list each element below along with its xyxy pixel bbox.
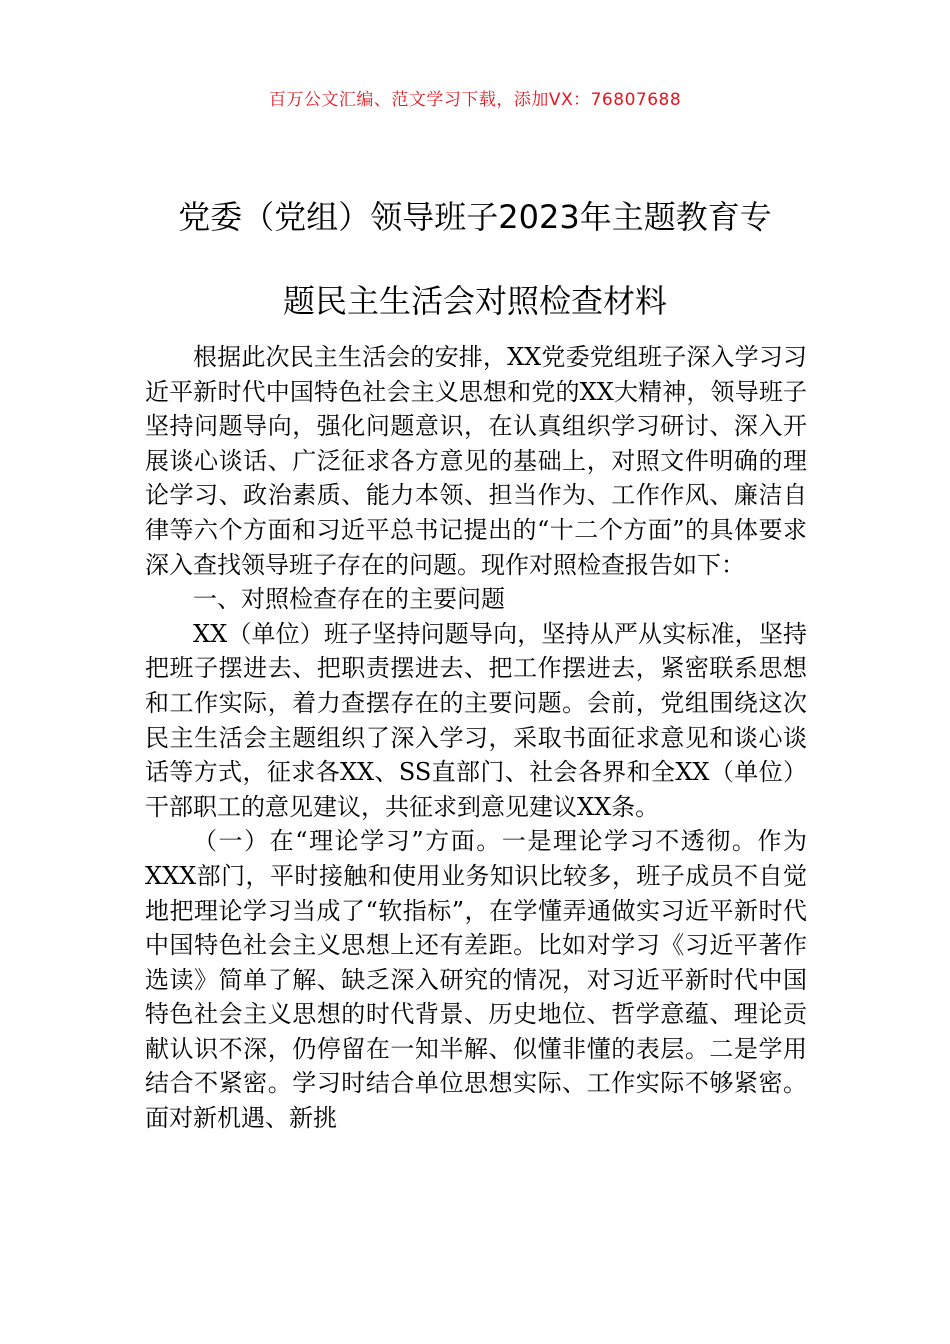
title-line-1: 党委（党组）领导班子2023年主题教育专	[178, 198, 772, 236]
document-body	[145, 340, 807, 1136]
paragraph-theory-study: （一）在“理论学习”方面。一是理论学习不透彻。作为XXX部门，平时接触和使用业务知识比较多，班子成员不自觉地把理论学习当成了“软指标”，在学懂弄通做实习近平新时代中国特色社会主义思想上还有差距。比如对学习《习近平著作选读》简单了解、缺乏深入研究的情况，对习近平新时代中国特色社会主义思想的时代背景、历史地位、哲学意蕴、理论贡献认识不深，仍停留在一知半解、似懂非懂的表层。二是学用结合不紧密。学习时结合单位思想实际、工作实际不够紧密。面对新机遇、新挑	[145, 827, 807, 1133]
page-title	[140, 175, 810, 343]
section-heading-1: 一、对照检查存在的主要问题	[193, 585, 505, 614]
paragraph-section-1: XX（单位）班子坚持问题导向，坚持从严从实标准，坚持把班子摆进去、把职责摆进去、把工作摆进去，紧密联系思想和工作实际，着力查摆存在的主要问题。会前，党组围绕这次民主生活会主题组织了深入学习，采取书面征求意见和谈心谈话等方式，征求各XX、SS直部门、社会各界和全XX（单位）干部职工的意见建议，共征求到意见建议XX条。	[145, 619, 807, 821]
paragraph-intro: 根据此次民主生活会的安排，XX党委党组班子深入学习习近平新时代中国特色社会主义思想和党的XX大精神，领导班子坚持问题导向，强化问题意识，在认真组织学习研讨、深入开展谈心谈话、广泛征求各方意见的基础上，对照文件明确的理论学习、政治素质、能力本领、担当作为、工作作风、廉洁自律等六个方面和习近平总书记提出的“十二个方面”的具体要求深入查找领导班子存在的问题。现作对照检查报告如下：	[145, 343, 807, 579]
title-line-2: 题民主生活会对照检查材料	[282, 282, 667, 320]
header-watermark-note: 百万公文汇编、范文学习下载，添加VX：76807688	[268, 90, 682, 110]
